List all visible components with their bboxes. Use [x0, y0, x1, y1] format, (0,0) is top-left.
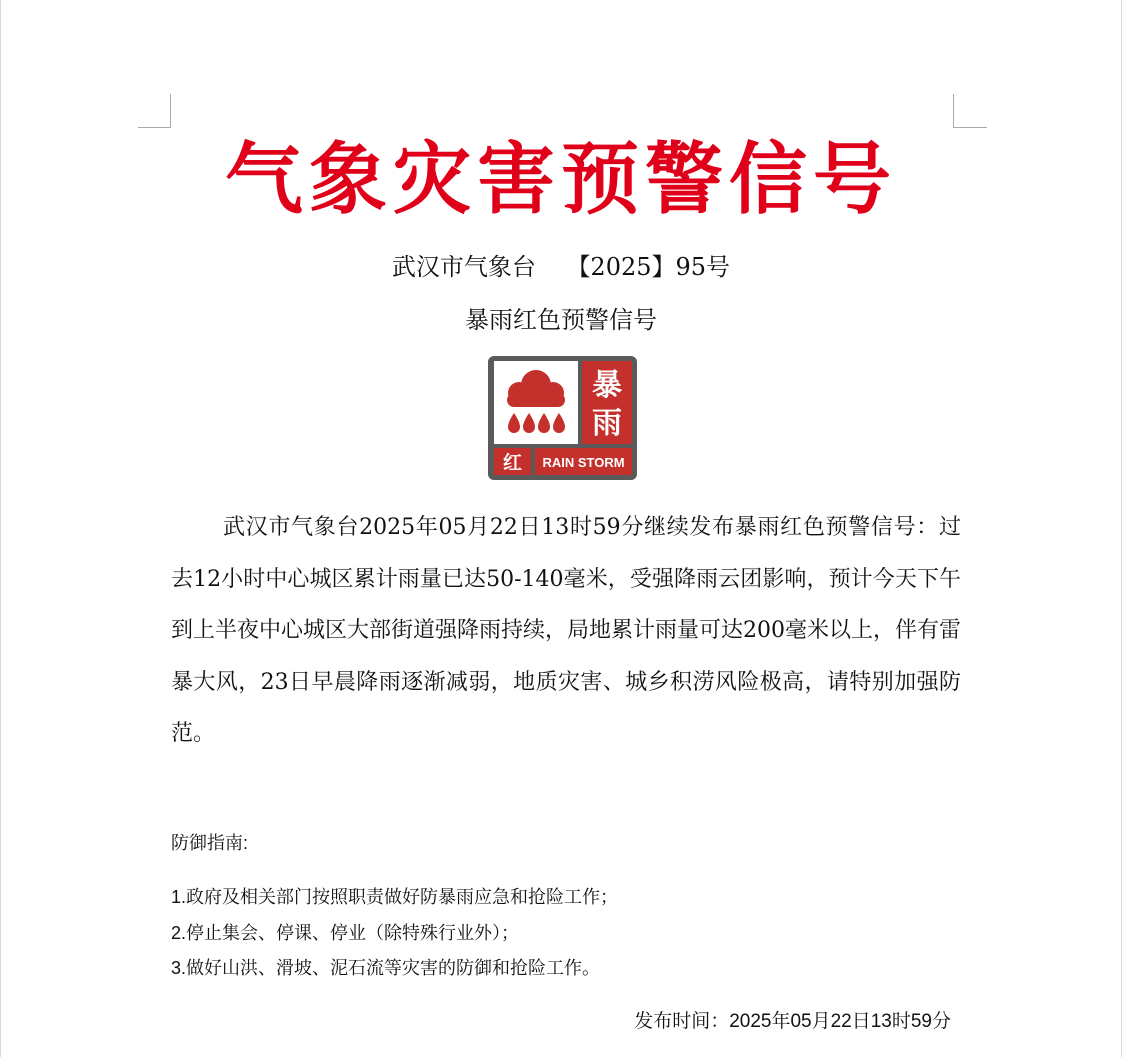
badge-char-bottom: 雨 [592, 406, 622, 441]
document-title: 气象灾害预警信号 [224, 134, 897, 225]
crop-mark-top-left [138, 94, 171, 128]
issue-time: 发布时间：2025年05月22日13时59分 [634, 1011, 951, 1032]
badge-char-top: 暴 [592, 368, 622, 403]
defense-guide-list [171, 883, 951, 990]
defense-guide-title: 防御指南: [171, 833, 249, 853]
issuer-name: 武汉市气象台 [391, 253, 536, 281]
crop-mark-top-right [953, 94, 987, 128]
defense-guide-item: 2.停止集会、停课、停业（除特殊行业外）； [171, 922, 520, 943]
issuer-serial-line [1, 250, 1121, 284]
warning-body: 武汉市气象台2025年05月22日13时59分继续发布暴雨红色预警信号：过去12小时中心城区累计雨量已达50-140毫米，受强降雨云团影响，预计今天下午到上半夜中心城区大部街道强降雨持续，局地累计雨量可达200毫米以上，伴有雷暴大风，23日早晨降雨逐渐减弱，地质灾害、城乡积涝风险极高，请特别加强防范。 [171, 515, 961, 746]
signal-name: 暴雨红色预警信号 [465, 306, 657, 334]
rainstorm-red-warning-icon [487, 355, 638, 481]
serial-number: 【2025】95号 [566, 253, 731, 281]
badge-english-label: RAIN STORM [542, 455, 625, 470]
defense-guide-item: 3.做好山洪、滑坡、泥石流等灾害的防御和抢险工作。 [171, 958, 601, 978]
defense-guide-item: 1.政府及相关部门按照职责做好防暴雨应急和抢险工作； [171, 887, 619, 907]
badge-color-char: 红 [502, 452, 523, 474]
